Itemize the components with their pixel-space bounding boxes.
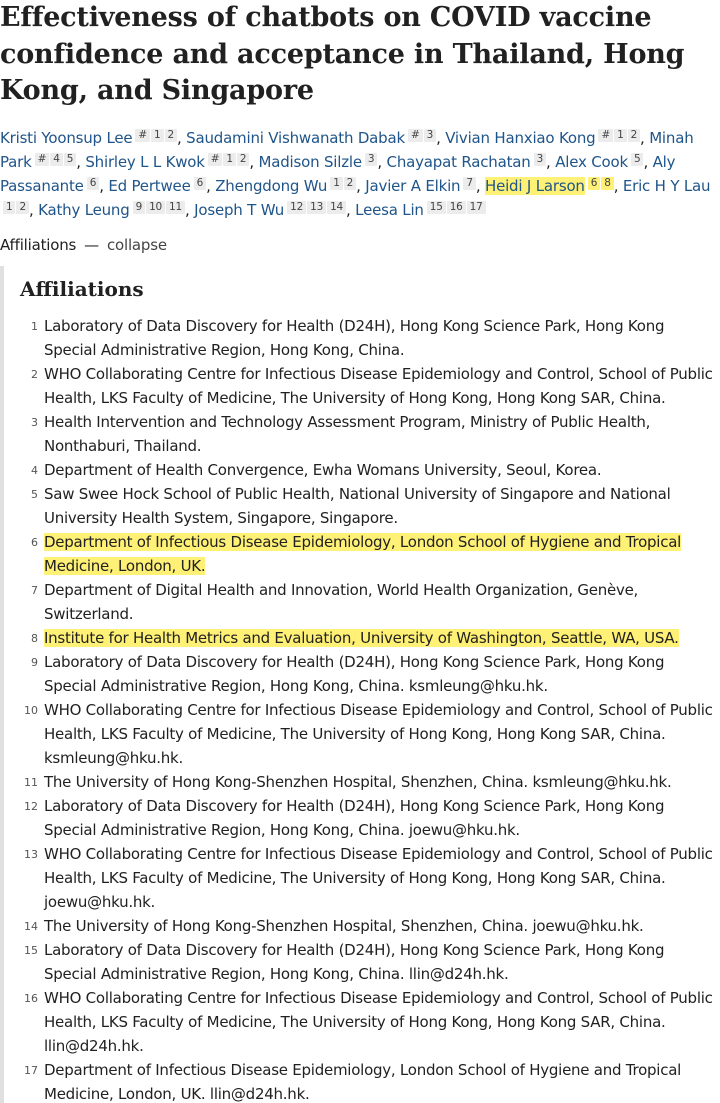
affiliation-number: 13 bbox=[24, 848, 38, 861]
affiliation-item bbox=[4, 482, 720, 530]
author-entry bbox=[0, 129, 177, 147]
affiliations-toggle-label: Affiliations bbox=[0, 236, 77, 254]
affiliation-text: WHO Collaborating Centre for Infectious Disease Epidemiology and Control, School of Public Health, LKS Faculty of Medicine, The University of Hong Kong, Hong Kong SAR, China. llin@d24h.hk. bbox=[44, 989, 713, 1055]
affiliation-ref[interactable]: 4 bbox=[50, 153, 62, 166]
affiliation-ref[interactable]: 6 bbox=[588, 177, 600, 190]
author-entry bbox=[355, 201, 485, 219]
author-entry bbox=[365, 177, 476, 195]
author-entry bbox=[38, 201, 185, 219]
affiliation-ref[interactable]: 3 bbox=[424, 129, 436, 142]
affiliation-ref[interactable]: 1 bbox=[151, 129, 163, 142]
author-link[interactable]: Shirley L L Kwok bbox=[85, 153, 205, 171]
author-link[interactable]: Ed Pertwee bbox=[108, 177, 191, 195]
affiliation-item bbox=[4, 914, 720, 938]
affiliation-number: 14 bbox=[24, 920, 38, 933]
affiliation-item bbox=[4, 530, 720, 578]
affiliation-text: Department of Infectious Disease Epidemiology, London School of Hygiene and Tropical Medicine, London, UK. llin@d24h.hk. bbox=[44, 1061, 682, 1103]
affiliation-item bbox=[4, 842, 720, 914]
affiliation-item bbox=[4, 314, 720, 362]
affiliation-ref[interactable]: 11 bbox=[166, 201, 185, 214]
affiliation-text: Institute for Health Metrics and Evaluation, University of Washington, Seattle, WA, USA. bbox=[44, 629, 679, 647]
affiliation-number: 16 bbox=[24, 992, 38, 1005]
affiliation-item bbox=[4, 794, 720, 842]
author-link[interactable]: Vivian Hanxiao Kong bbox=[445, 129, 596, 147]
author-link[interactable]: Kristi Yoonsup Lee bbox=[0, 129, 133, 147]
author-entry bbox=[215, 177, 356, 195]
author-link[interactable]: Saudamini Vishwanath Dabak bbox=[186, 129, 405, 147]
affiliation-number: 15 bbox=[24, 944, 38, 957]
author-link[interactable]: Chayapat Rachatan bbox=[386, 153, 531, 171]
affiliations-toggle-separator: — bbox=[84, 236, 99, 254]
affiliation-ref[interactable]: 1 bbox=[614, 129, 626, 142]
affiliation-ref[interactable]: 13 bbox=[307, 201, 326, 214]
affiliation-text: Department of Health Convergence, Ewha Womans University, Seoul, Korea. bbox=[44, 461, 602, 479]
affiliation-text: Laboratory of Data Discovery for Health (D24H), Hong Kong Science Park, Hong Kong Special Administrative Region, Hong Kong, China. joewu@hku.hk. bbox=[44, 797, 665, 839]
affiliation-item bbox=[4, 986, 720, 1058]
author-entry bbox=[555, 153, 643, 171]
affiliation-ref[interactable]: 17 bbox=[467, 201, 486, 214]
affiliation-item bbox=[4, 1058, 720, 1103]
collapse-link[interactable]: collapse bbox=[106, 236, 167, 254]
affiliation-text: Laboratory of Data Discovery for Health (D24H), Hong Kong Science Park, Hong Kong Special Administrative Region, Hong Kong, China. ksmleung@hku.hk. bbox=[44, 653, 665, 695]
affiliation-number: 2 bbox=[31, 368, 38, 381]
affiliation-ref[interactable]: 2 bbox=[237, 153, 249, 166]
affiliation-text: Laboratory of Data Discovery for Health (D24H), Hong Kong Science Park, Hong Kong Special Administrative Region, Hong Kong, China. bbox=[44, 317, 665, 359]
affiliation-number: 6 bbox=[31, 536, 38, 549]
affiliation-text: Department of Digital Health and Innovation, World Health Organization, Genève, Switzerland. bbox=[44, 581, 639, 623]
equal-contribution-marker: # bbox=[135, 129, 150, 142]
equal-contribution-marker: # bbox=[208, 153, 223, 166]
affiliation-number: 9 bbox=[31, 656, 38, 669]
author-link[interactable]: Aly Passanante bbox=[0, 153, 676, 195]
affiliation-number: 3 bbox=[31, 416, 38, 429]
author-entry bbox=[387, 153, 547, 171]
article-title: Effectiveness of chatbots on COVID vaccine confidence and acceptance in Thailand, Hong Kong, and Singapore bbox=[0, 2, 685, 106]
affiliation-ref[interactable]: 9 bbox=[133, 201, 145, 214]
author-entry bbox=[194, 201, 346, 219]
author-link[interactable]: Leesa Lin bbox=[355, 201, 424, 219]
affiliations-toggle[interactable] bbox=[0, 235, 167, 255]
affiliation-ref[interactable]: 1 bbox=[223, 153, 235, 166]
affiliation-ref[interactable]: 2 bbox=[165, 129, 177, 142]
affiliation-text: WHO Collaborating Centre for Infectious Disease Epidemiology and Control, School of Public Health, LKS Faculty of Medicine, The University of Hong Kong, Hong Kong SAR, China. bbox=[44, 365, 713, 407]
author-link[interactable]: Heidi J Larson bbox=[484, 177, 585, 195]
affiliation-ref[interactable]: 6 bbox=[87, 177, 99, 190]
affiliation-ref[interactable]: 10 bbox=[146, 201, 165, 214]
affiliation-item bbox=[4, 410, 720, 458]
affiliation-item bbox=[4, 650, 720, 698]
affiliation-text: The University of Hong Kong-Shenzhen Hospital, Shenzhen, China. joewu@hku.hk. bbox=[44, 917, 644, 935]
affiliation-item bbox=[4, 578, 720, 626]
affiliation-ref[interactable]: 1 bbox=[330, 177, 342, 190]
affiliation-number: 12 bbox=[24, 800, 38, 813]
author-entry bbox=[85, 153, 249, 171]
affiliation-text: WHO Collaborating Centre for Infectious Disease Epidemiology and Control, School of Public Health, LKS Faculty of Medicine, The University of Hong Kong, Hong Kong SAR, China. joewu@hku.hk. bbox=[44, 845, 713, 911]
affiliation-number: 4 bbox=[31, 464, 38, 477]
affiliation-text: Health Intervention and Technology Assessment Program, Ministry of Public Health, Nonthaburi, Thailand. bbox=[44, 413, 651, 455]
affiliation-ref[interactable]: 8 bbox=[601, 177, 613, 190]
author-entry bbox=[259, 153, 378, 171]
author-list: Kristi Yoonsup Lee # 1 2 , Saudamini Vishwanath Dabak # 3 , Vivian Hanxiao Kong # 1 2 , Minah Park # 4 5 , Shirley L L Kwok # 1 2 , Madison Silzle 3 , Chayapat Rachatan 3 , Alex Cook 5 , Aly Passanante 6 , Ed Pertwee 6 , Zhengdong Wu 1 2 , Javier A Elkin 7 , Heidi J Larson 6 8 , Eric H Y Lau1 2 , Kathy Leung 9 10 11 , Joseph T Wu 12 13 14 , Leesa Lin 15 16 17 bbox=[0, 129, 711, 219]
affiliation-ref[interactable]: 14 bbox=[327, 201, 346, 214]
affiliation-ref[interactable]: 2 bbox=[628, 129, 640, 142]
affiliations-list bbox=[4, 314, 720, 1103]
affiliation-number: 10 bbox=[24, 704, 38, 717]
equal-contribution-marker: # bbox=[598, 129, 613, 142]
author-entry bbox=[485, 177, 614, 195]
affiliation-ref[interactable]: 7 bbox=[463, 177, 475, 190]
author-entry bbox=[445, 129, 640, 147]
affiliation-ref[interactable]: 1 bbox=[3, 201, 15, 214]
affiliation-text: WHO Collaborating Centre for Infectious Disease Epidemiology and Control, School of Public Health, LKS Faculty of Medicine, The University of Hong Kong, Hong Kong SAR, China. ksmleung@hku.hk. bbox=[44, 701, 713, 767]
affiliation-number: 7 bbox=[31, 584, 38, 597]
affiliation-ref[interactable]: 5 bbox=[631, 153, 643, 166]
affiliation-item bbox=[4, 770, 720, 794]
affiliation-number: 11 bbox=[24, 776, 38, 789]
author-link[interactable]: Javier A Elkin bbox=[365, 177, 461, 195]
affiliation-ref[interactable]: 12 bbox=[287, 201, 306, 214]
affiliation-ref[interactable]: 5 bbox=[64, 153, 76, 166]
author-link[interactable]: Joseph T Wu bbox=[194, 201, 285, 219]
author-link[interactable]: Madison Silzle bbox=[258, 153, 362, 171]
affiliation-text: Saw Swee Hock School of Public Health, National University of Singapore and National University Health System, Singapore, Singapore. bbox=[44, 485, 671, 527]
equal-contribution-marker: # bbox=[35, 153, 50, 166]
affiliation-ref[interactable]: 15 bbox=[427, 201, 446, 214]
affiliation-ref[interactable]: 16 bbox=[447, 201, 466, 214]
affiliation-item bbox=[4, 626, 720, 650]
author-link[interactable]: Kathy Leung bbox=[38, 201, 130, 219]
affiliation-ref[interactable]: 6 bbox=[194, 177, 206, 190]
affiliation-number: 17 bbox=[24, 1064, 38, 1077]
equal-contribution-marker: # bbox=[408, 129, 423, 142]
affiliation-ref[interactable]: 2 bbox=[16, 201, 28, 214]
affiliation-number: 8 bbox=[31, 632, 38, 645]
author-link[interactable]: Minah Park bbox=[0, 129, 694, 171]
affiliation-item bbox=[4, 458, 720, 482]
affiliation-ref[interactable]: 3 bbox=[534, 153, 546, 166]
author-link[interactable]: Eric H Y Lau bbox=[622, 177, 711, 195]
affiliation-number: 5 bbox=[31, 488, 38, 501]
affiliations-panel bbox=[0, 266, 720, 1103]
affiliation-text: Laboratory of Data Discovery for Health (D24H), Hong Kong Science Park, Hong Kong Special Administrative Region, Hong Kong, China. llin@d24h.hk. bbox=[44, 941, 665, 983]
affiliation-number: 1 bbox=[31, 320, 38, 333]
affiliation-item bbox=[4, 362, 720, 410]
affiliation-ref[interactable]: 3 bbox=[365, 153, 377, 166]
author-link[interactable]: Zhengdong Wu bbox=[215, 177, 328, 195]
author-entry bbox=[186, 129, 436, 147]
affiliation-item bbox=[4, 938, 720, 986]
affiliation-text: The University of Hong Kong-Shenzhen Hospital, Shenzhen, China. ksmleung@hku.hk. bbox=[44, 773, 672, 791]
author-entry bbox=[108, 177, 206, 195]
affiliation-ref[interactable]: 2 bbox=[344, 177, 356, 190]
affiliations-heading: Affiliations bbox=[20, 277, 144, 301]
affiliation-text: Department of Infectious Disease Epidemiology, London School of Hygiene and Tropical Medicine, London, UK. bbox=[44, 533, 682, 575]
author-link[interactable]: Alex Cook bbox=[555, 153, 628, 171]
affiliation-item bbox=[4, 698, 720, 770]
